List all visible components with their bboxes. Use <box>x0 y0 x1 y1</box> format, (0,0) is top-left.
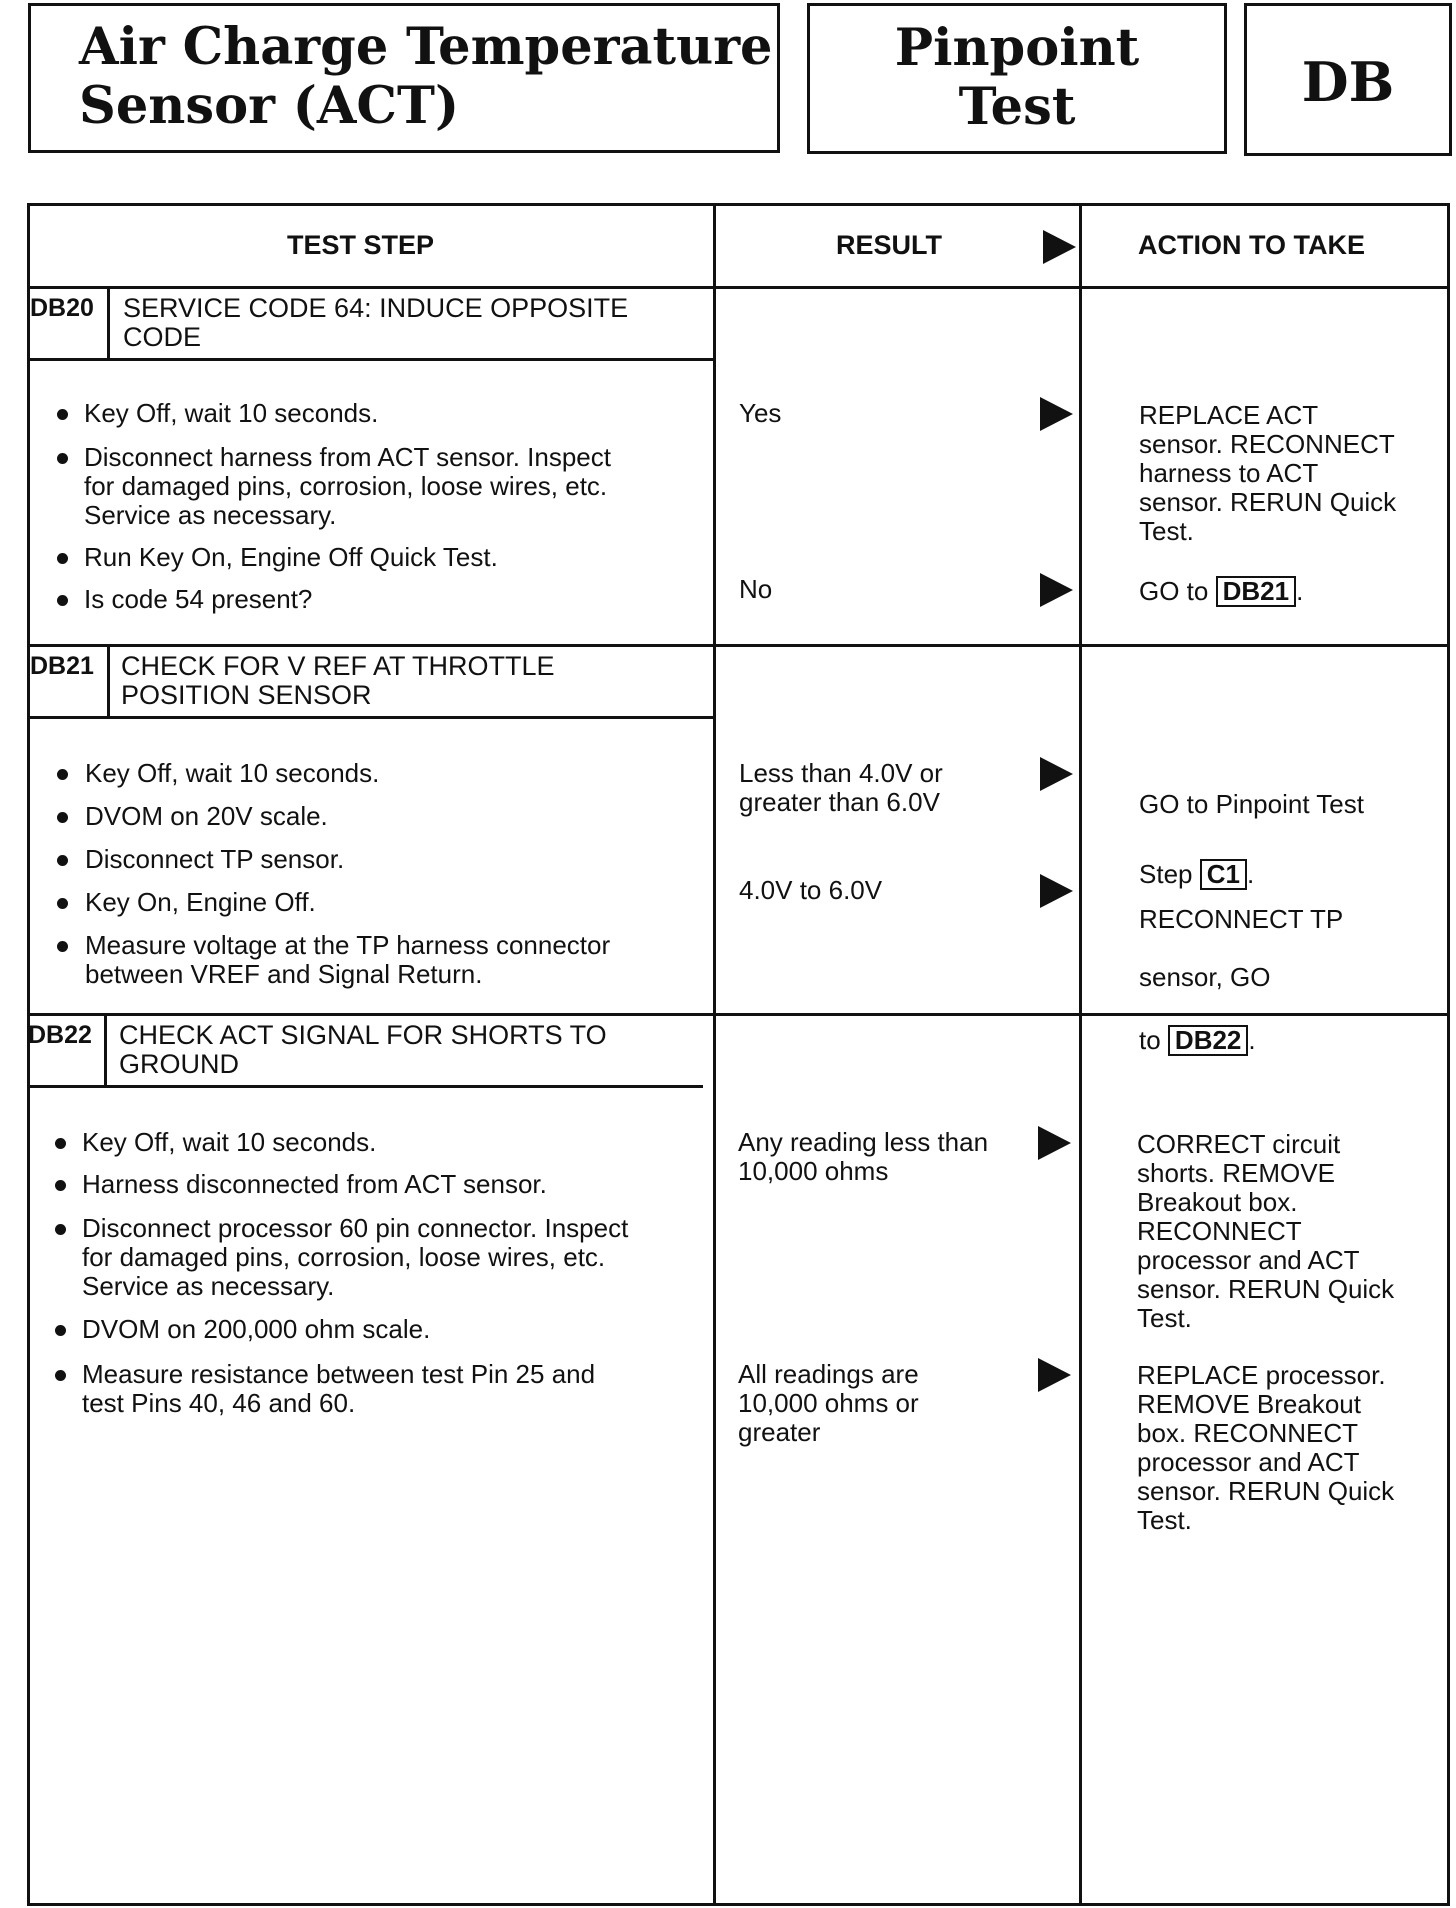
step-instruction: Measure resistance between test Pin 25 and test Pins 40, 46 and 60. <box>82 1359 596 1418</box>
action-text: CORRECT circuit shorts. REMOVE Breakout box. RECONNECT processor and ACT sensor. RERUN Quick Test. <box>1137 1129 1395 1333</box>
step-title-underline-1 <box>27 358 715 361</box>
result-arrow-icon <box>1038 1358 1071 1392</box>
result-text: Any reading less than 10,000 ohms <box>738 1127 989 1186</box>
test-code: DB <box>1301 50 1395 114</box>
bullet-icon <box>55 1224 66 1235</box>
step-id: DB21 <box>30 652 94 680</box>
bullet-icon <box>57 855 68 866</box>
step-title-underline-2 <box>27 716 715 719</box>
step-title: CHECK ACT SIGNAL FOR SHORTS TO GROUND <box>119 1020 607 1079</box>
bullet-icon <box>57 941 68 952</box>
step-instruction: DVOM on 200,000 ohm scale. <box>82 1314 431 1344</box>
step-instruction: Measure voltage at the TP harness connector between VREF and Signal Return. <box>85 930 611 989</box>
step-instruction: Disconnect TP sensor. <box>85 844 345 874</box>
result-arrow-icon <box>1038 1126 1071 1160</box>
result-text: Less than 4.0V or greater than 6.0V <box>739 758 943 817</box>
step-id: DB20 <box>30 294 94 322</box>
result-arrow-icon <box>1040 573 1073 607</box>
result-text: All readings are 10,000 ohms or greater <box>738 1359 919 1447</box>
step-instruction: Disconnect processor 60 pin connector. Inspect for damaged pins, corrosion, loose wires, etc. Service as necessary. <box>82 1213 629 1301</box>
bullet-icon <box>55 1325 66 1336</box>
action-text: REPLACE processor. REMOVE Breakout box. RECONNECT processor and ACT sensor. RERUN Quick Test. <box>1137 1360 1395 1535</box>
result-arrow-icon <box>1040 874 1073 908</box>
pinpoint-box <box>807 3 1227 154</box>
table-border-right <box>1447 203 1450 1906</box>
result-arrow-icon <box>1040 397 1073 431</box>
step-instruction: Is code 54 present? <box>84 584 313 614</box>
table-border-left <box>27 203 30 1906</box>
bullet-icon <box>55 1180 66 1191</box>
step-instruction: Harness disconnected from ACT sensor. <box>82 1169 547 1199</box>
bullet-icon <box>57 898 68 909</box>
column-header-test-step: TEST STEP <box>287 230 435 260</box>
column-divider-1 <box>713 203 716 1906</box>
step-reference: DB21 <box>1216 576 1296 607</box>
step-title: SERVICE CODE 64: INDUCE OPPOSITE CODE <box>123 293 629 352</box>
step-title-underline-3 <box>27 1085 703 1088</box>
step-id-divider-2 <box>107 646 110 718</box>
step-reference: C1 <box>1200 859 1247 890</box>
action-text: REPLACE ACT sensor. RECONNECT harness to ACT sensor. RERUN Quick Test. <box>1139 400 1397 546</box>
bullet-icon <box>57 595 68 606</box>
pinpoint-label: Pinpoint Test <box>894 18 1140 138</box>
step-instruction: Key Off, wait 10 seconds. <box>84 398 379 428</box>
header-separator <box>27 286 1450 289</box>
bullet-icon <box>55 1138 66 1149</box>
result-text: Yes <box>739 398 782 428</box>
step-instruction: Key Off, wait 10 seconds. <box>82 1127 377 1157</box>
code-box <box>1244 3 1452 156</box>
bullet-icon <box>57 553 68 564</box>
column-divider-2 <box>1079 203 1082 1906</box>
step-instruction: Run Key On, Engine Off Quick Test. <box>84 542 498 572</box>
column-header-result: RESULT <box>836 230 942 260</box>
bullet-icon <box>57 409 68 420</box>
step-instruction: Key Off, wait 10 seconds. <box>85 758 380 788</box>
action-text: GO to Pinpoint Test Step C1 . <box>1139 789 1364 889</box>
row-separator-1 <box>27 644 1450 647</box>
table-border-bottom <box>27 1903 1450 1906</box>
step-id: DB22 <box>28 1021 92 1049</box>
step-id-divider-3 <box>104 1015 107 1087</box>
page-title: Air Charge Temperature Sensor (ACT) <box>79 17 773 137</box>
result-text: No <box>739 574 773 604</box>
result-arrow-icon <box>1040 757 1073 791</box>
bullet-icon <box>55 1370 66 1381</box>
result-text: 4.0V to 6.0V <box>739 875 883 905</box>
step-reference: DB22 <box>1168 1025 1248 1056</box>
action-text: RECONNECT TP sensor, GO to DB22 . <box>1139 904 1344 1055</box>
table-border-top <box>27 203 1450 206</box>
step-id-divider-1 <box>107 288 110 360</box>
action-text: GO to DB21 . <box>1139 576 1304 606</box>
result-arrow-icon <box>1043 230 1076 264</box>
step-title: CHECK FOR V REF AT THROTTLE POSITION SENSOR <box>121 651 555 710</box>
step-instruction: DVOM on 20V scale. <box>85 801 328 831</box>
title-box <box>28 3 780 153</box>
bullet-icon <box>57 769 68 780</box>
bullet-icon <box>57 453 68 464</box>
column-header-action: ACTION TO TAKE <box>1138 230 1365 260</box>
bullet-icon <box>57 812 68 823</box>
step-instruction: Disconnect harness from ACT sensor. Inspect for damaged pins, corrosion, loose wires, etc. Service as necessary. <box>84 442 611 530</box>
step-instruction: Key On, Engine Off. <box>85 887 316 917</box>
